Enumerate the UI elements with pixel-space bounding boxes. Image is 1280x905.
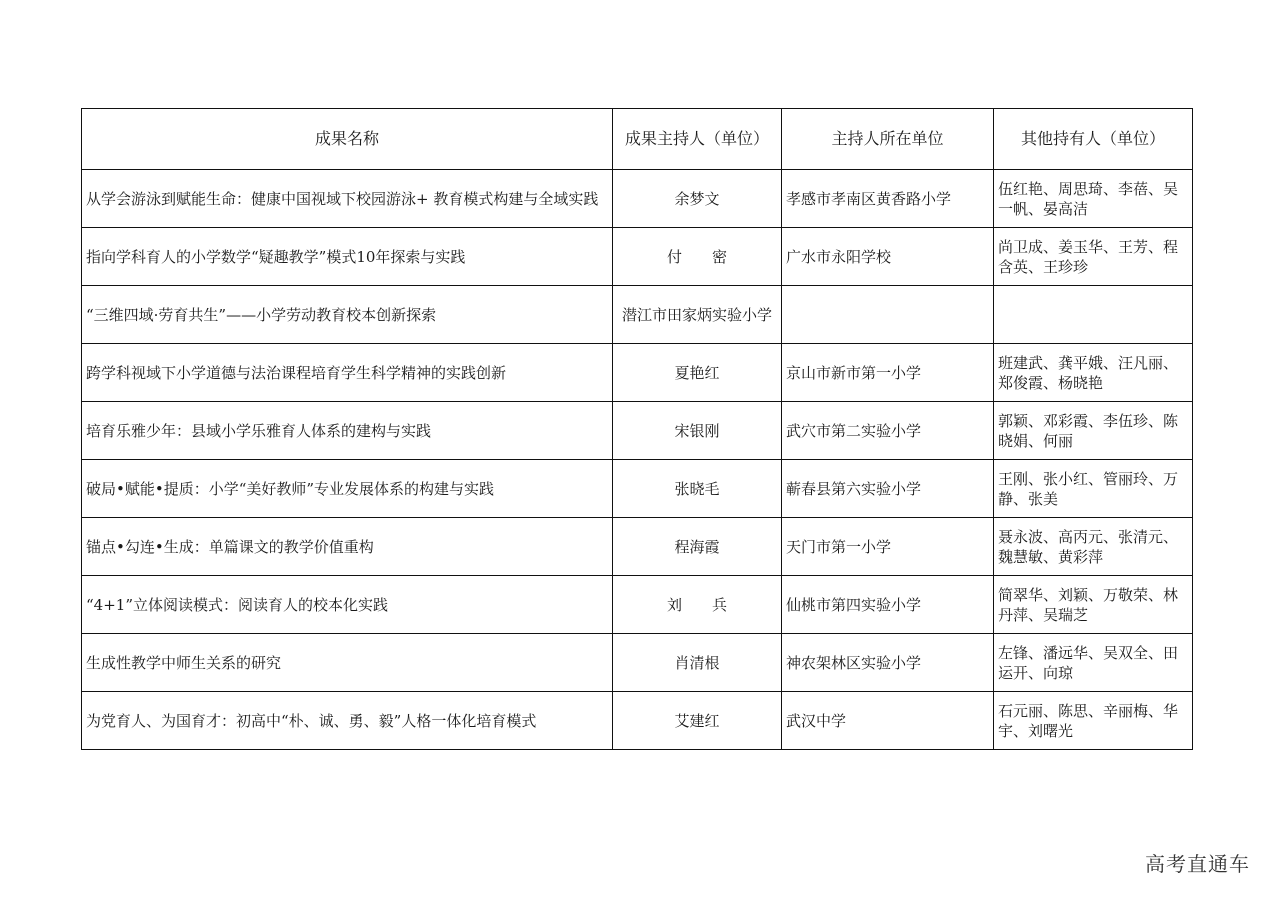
table-row: [82, 518, 1193, 576]
cell-others: 石元丽、陈思、辛丽梅、华宇、刘曙光: [994, 692, 1193, 750]
cell-unit: 武汉中学: [782, 692, 994, 750]
cell-unit: 京山市新市第一小学: [782, 344, 994, 402]
cell-host: 潜江市田家炳实验小学: [613, 286, 782, 344]
table-row: [82, 170, 1193, 228]
cell-host: 宋银刚: [613, 402, 782, 460]
cell-unit: 孝感市孝南区黄香路小学: [782, 170, 994, 228]
cell-host: 肖清根: [613, 634, 782, 692]
table-row: [82, 634, 1193, 692]
cell-others: 简翠华、刘颖、万敬荣、林丹萍、吴瑞芝: [994, 576, 1193, 634]
cell-unit: [782, 286, 994, 344]
cell-others: 班建武、龚平娥、汪凡丽、郑俊霞、杨晓艳: [994, 344, 1193, 402]
cell-unit: 天门市第一小学: [782, 518, 994, 576]
results-table: [81, 108, 1193, 750]
cell-others: 郭颖、邓彩霞、李伍珍、陈晓娟、何丽: [994, 402, 1193, 460]
table-header-row: [82, 109, 1193, 170]
header-name: 成果名称: [82, 109, 613, 170]
table-row: [82, 576, 1193, 634]
cell-name: 指向学科育人的小学数学“疑趣教学”模式10年探索与实践: [82, 228, 613, 286]
cell-name: 破局•赋能•提质：小学“美好教师”专业发展体系的构建与实践: [82, 460, 613, 518]
cell-name: “4+1”立体阅读模式：阅读育人的校本化实践: [82, 576, 613, 634]
cell-unit: 蕲春县第六实验小学: [782, 460, 994, 518]
cell-unit: 仙桃市第四实验小学: [782, 576, 994, 634]
cell-name: 为党育人、为国育才：初高中“朴、诚、勇、毅”人格一体化培育模式: [82, 692, 613, 750]
header-host: 成果主持人（单位）: [613, 109, 782, 170]
cell-host: 张晓毛: [613, 460, 782, 518]
cell-others: 左锋、潘远华、吴双全、田运开、向琼: [994, 634, 1193, 692]
cell-others: 伍红艳、周思琦、李蓓、吴一帆、晏高洁: [994, 170, 1193, 228]
results-sheet: [81, 108, 1192, 750]
header-others: 其他持有人（单位）: [994, 109, 1193, 170]
table-row: [82, 286, 1193, 344]
cell-others: 尚卫成、姜玉华、王芳、程含英、王珍珍: [994, 228, 1193, 286]
cell-others: 聂永波、高丙元、张清元、魏慧敏、黄彩萍: [994, 518, 1193, 576]
cell-name: 锚点•勾连•生成：单篇课文的教学价值重构: [82, 518, 613, 576]
table-row: [82, 460, 1193, 518]
cell-unit: 神农架林区实验小学: [782, 634, 994, 692]
cell-host: 艾建红: [613, 692, 782, 750]
cell-name: 从学会游泳到赋能生命：健康中国视域下校园游泳+ 教育模式构建与全域实践: [82, 170, 613, 228]
table-row: [82, 344, 1193, 402]
cell-name: 跨学科视域下小学道德与法治课程培育学生科学精神的实践创新: [82, 344, 613, 402]
cell-others: [994, 286, 1193, 344]
cell-host: 余梦文: [613, 170, 782, 228]
cell-unit: 广水市永阳学校: [782, 228, 994, 286]
cell-name: 培育乐雅少年：县域小学乐雅育人体系的建构与实践: [82, 402, 613, 460]
watermark-logo-text: 高考直通车: [1145, 852, 1250, 876]
cell-others: 王刚、张小红、管丽玲、万静、张美: [994, 460, 1193, 518]
cell-name: “三维四域·劳育共生”——小学劳动教育校本创新探索: [82, 286, 613, 344]
table-row: [82, 692, 1193, 750]
cell-name: 生成性教学中师生关系的研究: [82, 634, 613, 692]
cell-unit: 武穴市第二实验小学: [782, 402, 994, 460]
cell-host: 夏艳红: [613, 344, 782, 402]
table-row: [82, 228, 1193, 286]
cell-host: 刘 兵: [613, 576, 782, 634]
header-unit: 主持人所在单位: [782, 109, 994, 170]
cell-host: 付 密: [613, 228, 782, 286]
cell-host: 程海霞: [613, 518, 782, 576]
table-row: [82, 402, 1193, 460]
